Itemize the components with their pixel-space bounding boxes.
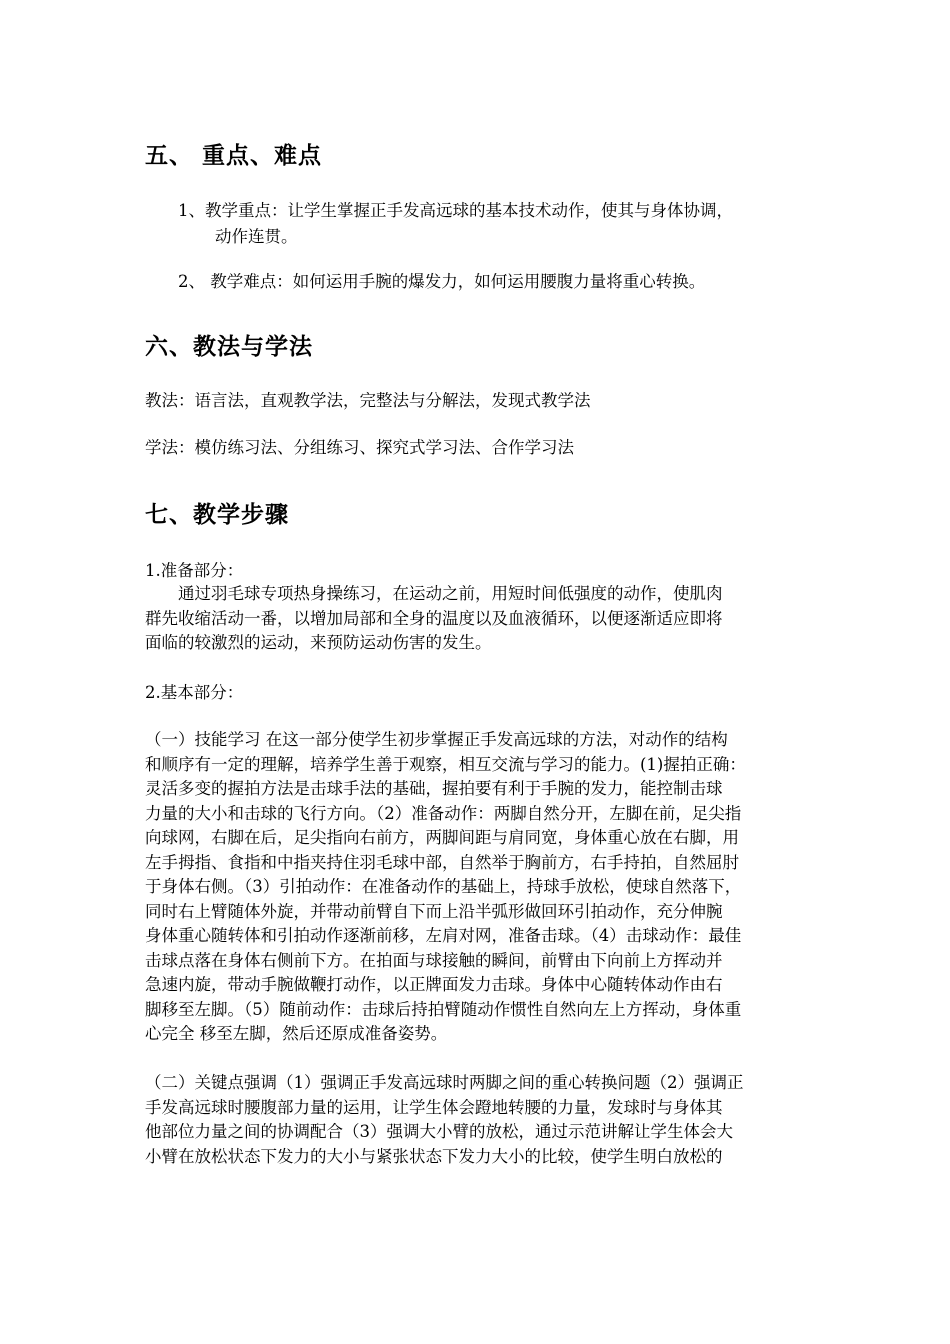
teaching-methods: 教法：语言法，直观教学法，完整法与分解法，发现式教学法 <box>145 391 591 410</box>
paragraph-line: 身体重心随转体和引拍动作逐渐前移，左肩对网，准备击球。（4）击球动作：最佳 <box>145 926 742 945</box>
paragraph-line: 他部位力量之间的协调配合（3）强调大小臂的放松，通过示范讲解让学生体会大 <box>145 1122 733 1141</box>
key-point-item: 1、教学重点：让学生掌握正手发高远球的基本技术动作，使其与身体协调， <box>178 201 733 220</box>
section-7-heading: 七、教学步骤 <box>145 502 289 528</box>
section-5-heading: 五、 重点、难点 <box>145 143 323 169</box>
section-6-heading: 六、教法与学法 <box>145 334 313 360</box>
paragraph-line: 心完全 移至左脚，然后还原成准备姿势。 <box>145 1024 448 1043</box>
prep-part-label: 1.准备部分： <box>145 561 244 580</box>
paragraph-line: 通过羽毛球专项热身操练习，在运动之前，用短时间低强度的动作，使肌肉 <box>145 584 723 603</box>
paragraph-line: （二）关键点强调（1）强调正手发高远球时两脚之间的重心转换问题（2）强调正 <box>145 1073 744 1092</box>
paragraph-line: 灵活多变的握拍方法是击球手法的基础，握拍要有利于手腕的发力，能控制击球 <box>145 779 723 798</box>
paragraph-line: （一）技能学习 在这一部分使学生初步掌握正手发高远球的方法，对动作的结构 <box>145 730 728 749</box>
paragraph-line: 左手拇指、食指和中指夹持住羽毛球中部，自然举于胸前方，右手持拍，自然屈肘 <box>145 852 739 872</box>
prep-part-paragraph <box>145 582 815 656</box>
paragraph-line: 群先收缩活动一番，以增加局部和全身的温度以及血液循环，以便逐渐适应即将 <box>145 608 723 628</box>
paragraph-line: 急速内旋，带动手腕做鞭打动作，以正牌面发力击球。身体中心随转体动作由右 <box>145 975 723 994</box>
paragraph-line: 和顺序有一定的理解，培养学生善于观察，相互交流与学习的能力。(1)握拍正确： <box>145 754 746 774</box>
learning-methods: 学法：模仿练习法、分组练习、探究式学习法、合作学习法 <box>145 438 574 457</box>
paragraph-line: 同时右上臂随体外旋，并带动前臂自下而上沿半弧形做回环引拍动作，充分伸腕 <box>145 901 723 921</box>
paragraph-line: 于身体右侧。（3）引拍动作：在准备动作的基础上，持球手放松，使球自然落下， <box>145 877 742 896</box>
difficult-point-item: 2、 教学难点：如何运用手腕的爆发力，如何运用腰腹力量将重心转换。 <box>178 272 706 291</box>
key-points-paragraph <box>145 1071 815 1169</box>
paragraph-line: 脚移至左脚。（5）随前动作：击球后持拍臂随动作惯性自然向左上方挥动，身体重 <box>145 999 742 1019</box>
paragraph-line: 手发高远球时腰腹部力量的运用，让学生体会蹬地转腰的力量，发球时与身体其 <box>145 1097 723 1117</box>
paragraph-line: 击球点落在身体右侧前下方。在拍面与球接触的瞬间，前臂由下向前上方挥动并 <box>145 950 723 970</box>
key-point-item-continuation: 动作连贯。 <box>215 227 298 246</box>
paragraph-line: 小臂在放松状态下发力的大小与紧张状态下发力大小的比较，使学生明白放松的 <box>145 1146 723 1166</box>
paragraph-line: 面临的较激烈的运动，来预防运动伤害的发生。 <box>145 633 492 652</box>
basic-part-label: 2.基本部分： <box>145 683 244 702</box>
skill-learning-paragraph <box>145 728 815 1047</box>
paragraph-line: 力量的大小和击球的飞行方向。（2）准备动作：两脚自然分开，左脚在前，足尖指 <box>145 803 742 823</box>
paragraph-line: 向球网，右脚在后，足尖指向右前方，两脚间距与肩同宽，身体重心放在右脚，用 <box>145 828 739 847</box>
